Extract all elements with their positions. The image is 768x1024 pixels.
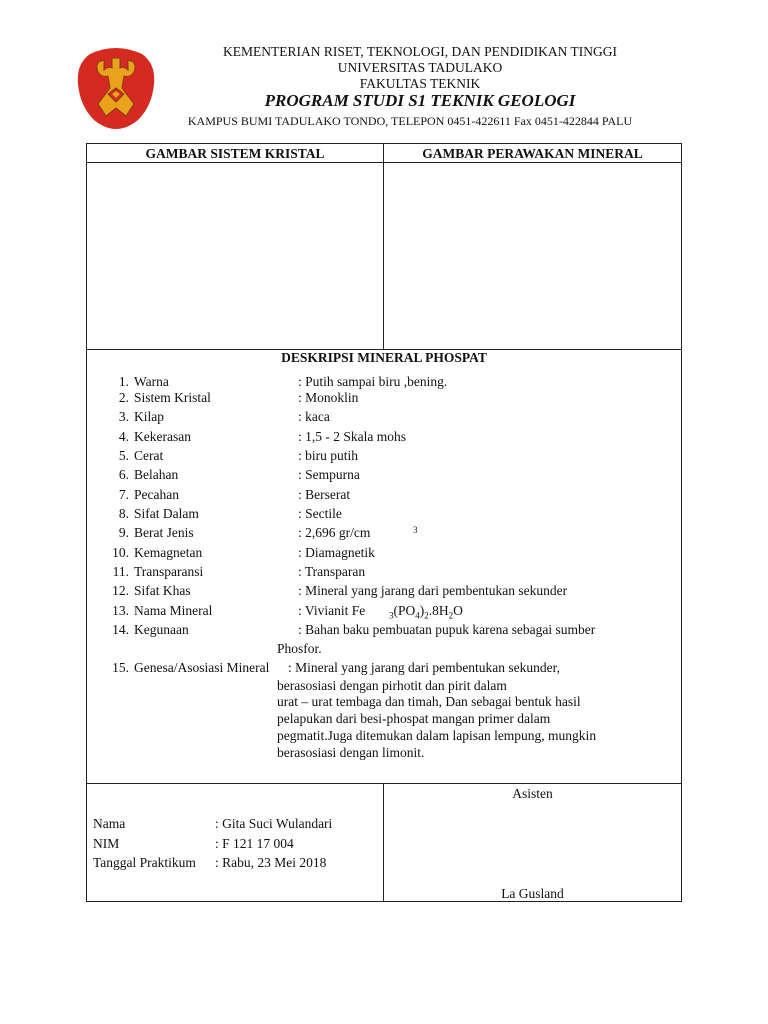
student-id-value: : F 121 17 004 [215,836,294,851]
campus-address: KAMPUS BUMI TADULAKO TONDO, TELEPON 0451-422611 Fax 0451-422844 PALU [187,114,633,128]
practicum-date-label: Tanggal Praktikum [93,855,196,870]
item-value: : kaca [298,409,330,424]
item-value: : Monoklin [298,390,359,405]
item-number: 11. [112,564,129,579]
item-label: Sistem Kristal [134,390,211,405]
item-label: Kegunaan [134,622,189,637]
item-value: : Vivianit Fe [298,603,366,618]
item-label: Transparansi [134,564,204,579]
item-number: 14. [112,622,129,637]
item-label: Kekerasan [134,429,191,444]
formula-subscript: 3 [389,610,394,621]
item-label: Pecahan [134,487,179,502]
description-title: DESKRIPSI MINERAL PHOSPAT [281,350,487,365]
assistant-name: La Gusland [501,886,564,901]
student-name-label: Nama [93,816,126,831]
student-name-value: : Gita Suci Wulandari [215,816,333,831]
formula-part: .8H [428,603,449,618]
mineral-description-form [86,143,682,902]
faculty-name: FAKULTAS TEKNIK [359,76,481,91]
item-value: : 2,696 gr/cm [298,525,371,540]
item-value: : Transparan [298,564,366,579]
item-number: 10. [112,545,129,560]
genesa-line: berasosiasi dengan pirhotit dan pirit dalam [277,678,507,693]
practicum-date-value: : Rabu, 23 Mei 2018 [215,855,327,870]
item-label: Kemagnetan [134,545,203,560]
mineral-habit-drawing-header: GAMBAR PERAWAKAN MINERAL [422,146,643,161]
drawing-column-divider [383,144,384,349]
formula-subscript: 2 [424,610,429,621]
formula-subscript: 2 [448,610,454,621]
item-label: Genesa/Asosiasi Mineral [134,660,270,675]
item-value: : Mineral yang jarang dari pembentukan sekunder, [288,660,560,675]
genesa-line: urat – urat tembaga dan timah, Dan sebagai bentuk hasil [277,694,581,709]
program-title: PROGRAM STUDI S1 TEKNIK GEOLOGI [264,91,576,110]
unit-superscript: 3 [413,525,418,535]
kegunaan-continuation: Phosfor. [277,641,322,656]
item-value: : Bahan baku pembuatan pupuk karena sebagai sumber [298,622,596,637]
item-number: 1. [118,374,129,389]
item-label: Warna [134,374,169,389]
crystal-system-drawing-header: GAMBAR SISTEM KRISTAL [145,146,325,161]
item-label: Belahan [134,467,179,482]
item-value: : Diamagnetik [298,545,375,560]
item-label: Kilap [134,409,164,424]
item-value: : Sempurna [298,467,360,482]
item-number: 6. [118,467,129,482]
item-number: 3. [118,409,129,424]
formula-subscript: 4 [415,610,420,621]
item-number: 8. [118,506,129,521]
item-value: : Putih sampai biru ,bening. [298,374,448,389]
item-label: Berat Jenis [134,525,194,540]
student-id-label: NIM [93,836,120,851]
item-label: Nama Mineral [134,603,213,618]
formula-part: (PO [393,603,416,618]
item-label: Cerat [134,448,164,463]
item-value: : 1,5 - 2 Skala mohs [298,429,406,444]
item-number: 7. [118,487,129,502]
formula-part: O [453,603,463,618]
genesa-line: pelapukan dari besi-phospat mangan primer dalam [277,711,551,726]
item-value: : Sectile [298,506,342,521]
item-number: 9. [118,525,129,540]
genesa-line: berasosiasi dengan limonit. [277,745,425,760]
item-number: 4. [118,429,129,444]
item-value: : Berserat [298,487,351,502]
item-number: 13. [112,603,129,618]
footer-divider [87,783,681,784]
item-number: 5. [118,448,129,463]
university-name: UNIVERSITAS TADULAKO [337,60,503,75]
chemical-formula [389,603,463,624]
item-label: Sifat Khas [134,583,191,598]
item-number: 2. [118,390,129,405]
item-label: Sifat Dalam [134,506,199,521]
header-divider [87,162,681,163]
formula-part: ) [419,603,425,618]
ministry-name: KEMENTERIAN RISET, TEKNOLOGI, DAN PENDIDIKAN TINGGI [222,44,618,59]
genesa-line: pegmatit.Juga ditemukan dalam lapisan lempung, mungkin [277,728,597,743]
item-number: 12. [112,583,129,598]
assistant-label: Asisten [512,786,553,801]
item-value: : biru putih [298,448,358,463]
item-number: 15. [112,660,129,675]
item-value: : Mineral yang jarang dari pembentukan sekunder [298,583,568,598]
